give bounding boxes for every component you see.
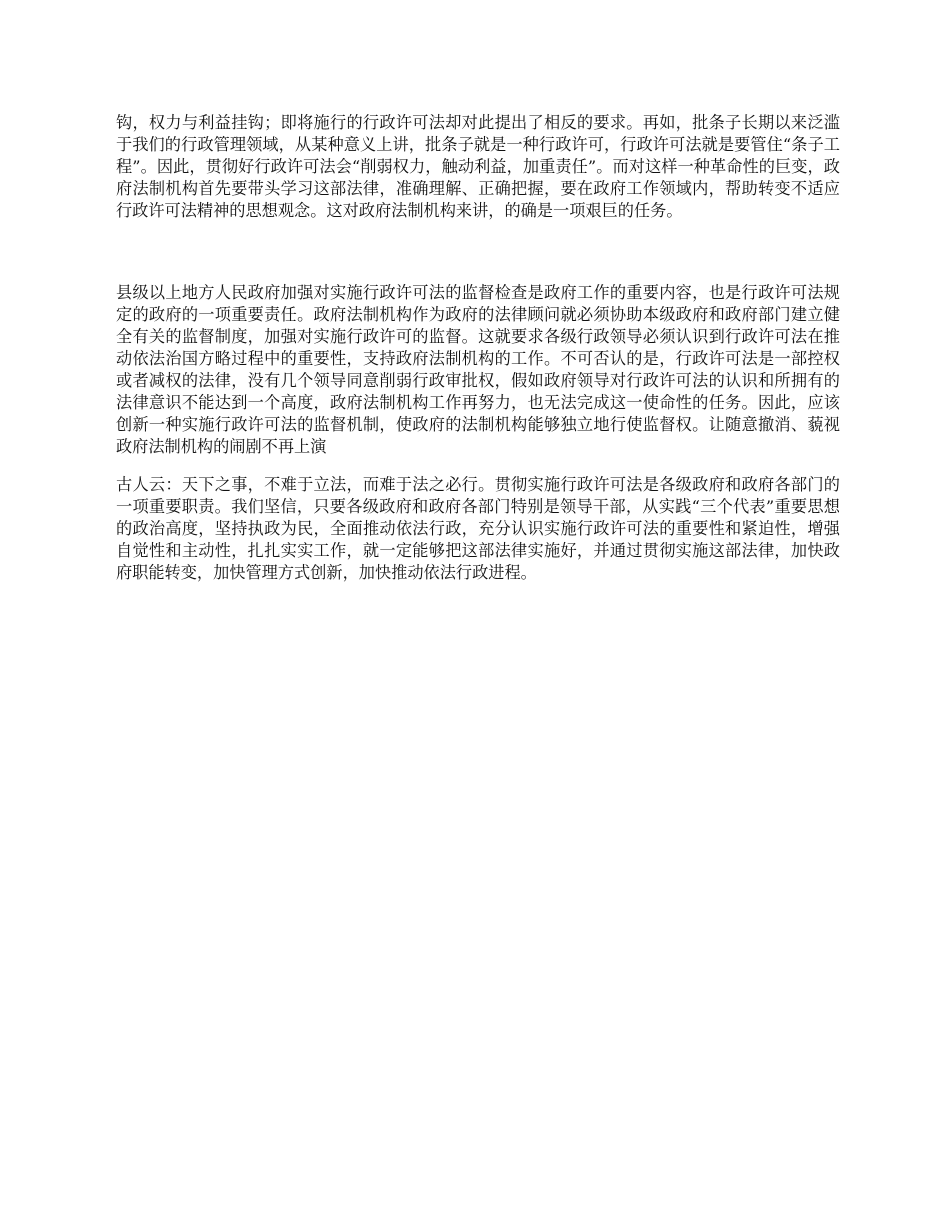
document-body (116, 112, 840, 584)
paragraph-2: 县级以上地方人民政府加强对实施行政许可法的监督检查是政府工作的重要内容，也是行政许可法规定的政府的一项重要责任。政府法制机构作为政府的法律顾问就必须协助本级政府和政府部门建立健全有关的监督制度，加强对实施行政许可的监督。这就要求各级行政领导必须认识到行政许可法在推动依法治国方略过程中的重要性，支持政府法制机构的工作。不可否认的是，行政许可法是一部控权或者减权的法律，没有几个领导同意削弱行政审批权，假如政府领导对行政许可法的认识和所拥有的法律意识不能达到一个高度，政府法制机构工作再努力，也无法完成这一使命性的任务。因此，应该创新一种实施行政许可法的监督机制，使政府的法制机构能够独立地行使监督权。让随意撤消、藐视政府法制机构的闹剧不再上演 (116, 283, 840, 456)
paragraph-3: 古人云：天下之事，不难于立法，而难于法之必行。贯彻实施行政许可法是各级政府和政府各部门的一项重要职责。我们坚信，只要各级政府和政府各部门特别是领导干部，从实践“三个代表”重要思想的政治高度，坚持执政为民，全面推动依法行政，充分认识实施行政许可法的重要性和紧迫性，增强自觉性和主动性，扎扎实实工作，就一定能够把这部法律实施好，并通过贯彻实施这部法律，加快政府职能转变，加快管理方式创新，加快推动依法行政进程。 (116, 475, 840, 582)
paragraph-1: 钩，权力与利益挂钩；即将施行的行政许可法却对此提出了相反的要求。再如，批条子长期以来泛滥于我们的行政管理领域，从某种意义上讲，批条子就是一种行政许可，行政许可法就是要管住“条子工程”。因此，贯彻好行政许可法会“削弱权力，触动利益，加重责任”。而对这样一种革命性的巨变，政府法制机构首先要带头学习这部法律，准确理解、正确把握，要在政府工作领域内，帮助转变不适应行政许可法精神的思想观念。这对政府法制机构来讲，的确是一项艰巨的任务。 (116, 113, 840, 220)
